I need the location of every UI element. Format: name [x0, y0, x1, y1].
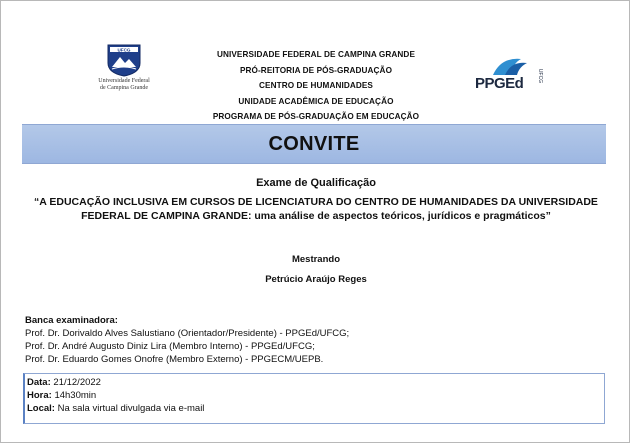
- header-line-prorectory: PRÓ-REITORIA DE PÓS-GRADUAÇÃO: [239, 65, 393, 75]
- ppged-logo-text: PPGEd: [475, 75, 524, 92]
- committee-member: Prof. Dr. Dorivaldo Alves Salustiano (Orientador/Presidente) - PPGEd/UFCG;: [25, 328, 350, 339]
- thesis-title-line-1: “A EDUCAÇÃO INCLUSIVA EM CURSOS DE LICENCIATURA DO CENTRO DE HUMANIDADES DA UNIVERSIDADE: [34, 196, 598, 208]
- institution-header: [181, 47, 451, 125]
- event-details: [23, 373, 605, 424]
- ufcg-logo-label: UFCG: [117, 47, 131, 53]
- ufcg-shield-icon: [106, 43, 142, 77]
- header-line-unit: UNIDADE ACADÊMICA DE EDUCAÇÃO: [238, 96, 394, 106]
- committee-member: Prof. Dr. André Augusto Diniz Lira (Membro Interno) - PPGEd/UFCG;: [25, 341, 315, 352]
- place-label: Local:: [27, 403, 55, 414]
- invitation-banner: [22, 124, 606, 164]
- place-value: Na sala virtual divulgada via e-mail: [54, 403, 205, 414]
- date-value: 21/12/2022: [50, 377, 101, 388]
- thesis-title-line-2: FEDERAL DE CAMPINA GRANDE: uma análise de aspectos teóricos, jurídicos e pragmáticos”: [81, 209, 551, 222]
- event-date: [27, 376, 604, 389]
- committee-member: Prof. Dr. Eduardo Gomes Onofre (Membro Externo) - PPGECM/UEPB.: [25, 354, 324, 365]
- student-role: Mestrando: [291, 254, 341, 265]
- header-line-program: PROGRAMA DE PÓS-GRADUAÇÃO EM EDUCAÇÃO: [212, 112, 420, 121]
- ufcg-caption-line-2: de Campina Grande: [100, 85, 148, 91]
- event-time: [27, 389, 604, 402]
- student-name: Petrúcio Araújo Reges: [265, 274, 367, 285]
- header-line-center: CENTRO DE HUMANIDADES: [259, 81, 373, 90]
- committee: [25, 314, 615, 366]
- event-place: [27, 402, 604, 415]
- ppged-logo-super: UFCG: [537, 68, 544, 84]
- time-value: 14h30min: [51, 390, 97, 401]
- date-label: Data:: [27, 377, 51, 388]
- thesis-title: [21, 196, 611, 223]
- ufcg-caption-line-1: Universidade Federal: [98, 78, 150, 84]
- ppged-wave-icon: [491, 55, 531, 77]
- header-line-university: UNIVERSIDADE FEDERAL DE CAMPINA GRANDE: [216, 50, 416, 59]
- ufcg-caption: [98, 78, 149, 92]
- ufcg-logo: [93, 43, 155, 105]
- exam-type: Exame de Qualificação: [256, 177, 376, 189]
- ppged-logo: [471, 55, 543, 95]
- banner-title: CONVITE: [268, 132, 360, 155]
- committee-heading: Banca examinadora:: [25, 315, 118, 326]
- time-label: Hora:: [27, 390, 52, 401]
